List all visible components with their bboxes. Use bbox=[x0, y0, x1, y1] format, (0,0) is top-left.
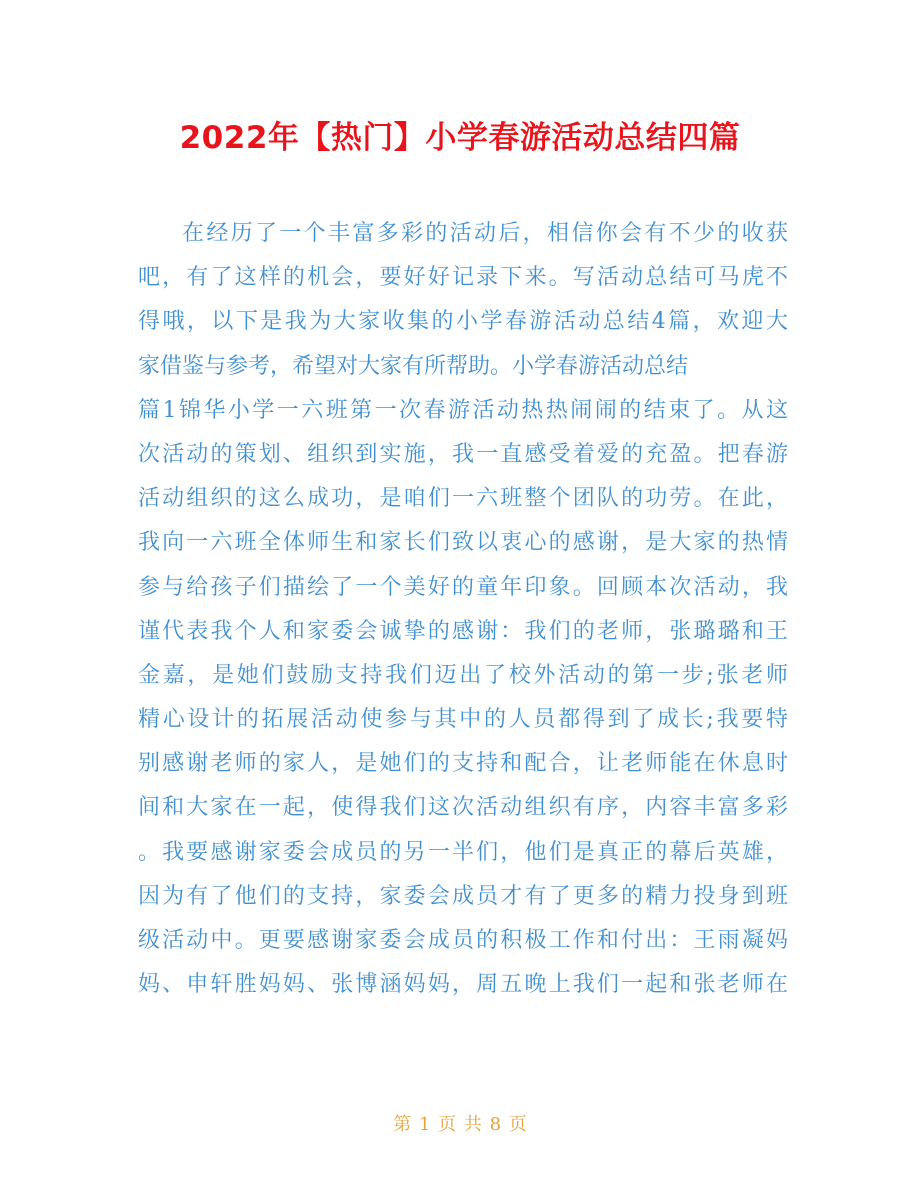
body-line: 活动组织的这么成功，是咱们一六班整个团队的功劳。在此， bbox=[138, 486, 788, 512]
body-line: 间和大家在一起，使得我们这次活动组织有序，内容丰富多彩 bbox=[138, 795, 788, 821]
body-line: 得哦，以下是我为大家收集的小学春游活动总结4篇，欢迎大 bbox=[138, 309, 788, 335]
body-line: 在经历了一个丰富多彩的活动后，相信你会有不少的收获 bbox=[182, 221, 788, 246]
document-title: 2022年【热门】小学春游活动总结四篇 bbox=[179, 120, 741, 156]
body-line: 金嘉，是她们鼓励支持我们迈出了校外活动的第一步;张老师 bbox=[138, 662, 788, 688]
body-line: 参与给孩子们描绘了一个美好的童年印象。回顾本次活动，我 bbox=[138, 574, 788, 600]
body-line: 谨代表我个人和家委会诚挚的感谢：我们的老师，张璐璐和王 bbox=[138, 618, 788, 644]
body-line: 我向一六班全体师生和家长们致以衷心的感谢，是大家的热情 bbox=[138, 530, 788, 556]
page-number-footer: 第 1 页 共 8 页 bbox=[393, 1114, 527, 1135]
body-line: 因为有了他们的支持，家委会成员才有了更多的精力投身到班 bbox=[138, 883, 788, 909]
body-line: 家借鉴与参考，希望对大家有所帮助。小学春游活动总结 bbox=[138, 353, 689, 379]
body-line: 吧，有了这样的机会，要好好记录下来。写活动总结可马虎不 bbox=[138, 265, 788, 291]
document-body bbox=[138, 212, 788, 1007]
body-line: 。我要感谢家委会成员的另一半们，他们是真正的幕后英雄， bbox=[138, 839, 788, 865]
body-line: 次活动的策划、组织到实施，我一直感受着爱的充盈。把春游 bbox=[138, 441, 788, 467]
body-line: 级活动中。更要感谢家委会成员的积极工作和付出：王雨凝妈 bbox=[138, 928, 788, 953]
body-line: 妈、申轩胜妈妈、张博涵妈妈，周五晚上我们一起和张老师在 bbox=[138, 972, 788, 998]
body-line: 篇1锦华小学一六班第一次春游活动热热闹闹的结束了。从这 bbox=[138, 397, 788, 423]
body-line: 别感谢老师的家人，是她们的支持和配合，让老师能在休息时 bbox=[138, 751, 788, 777]
body-line: 精心设计的拓展活动使参与其中的人员都得到了成长;我要特 bbox=[138, 707, 788, 733]
